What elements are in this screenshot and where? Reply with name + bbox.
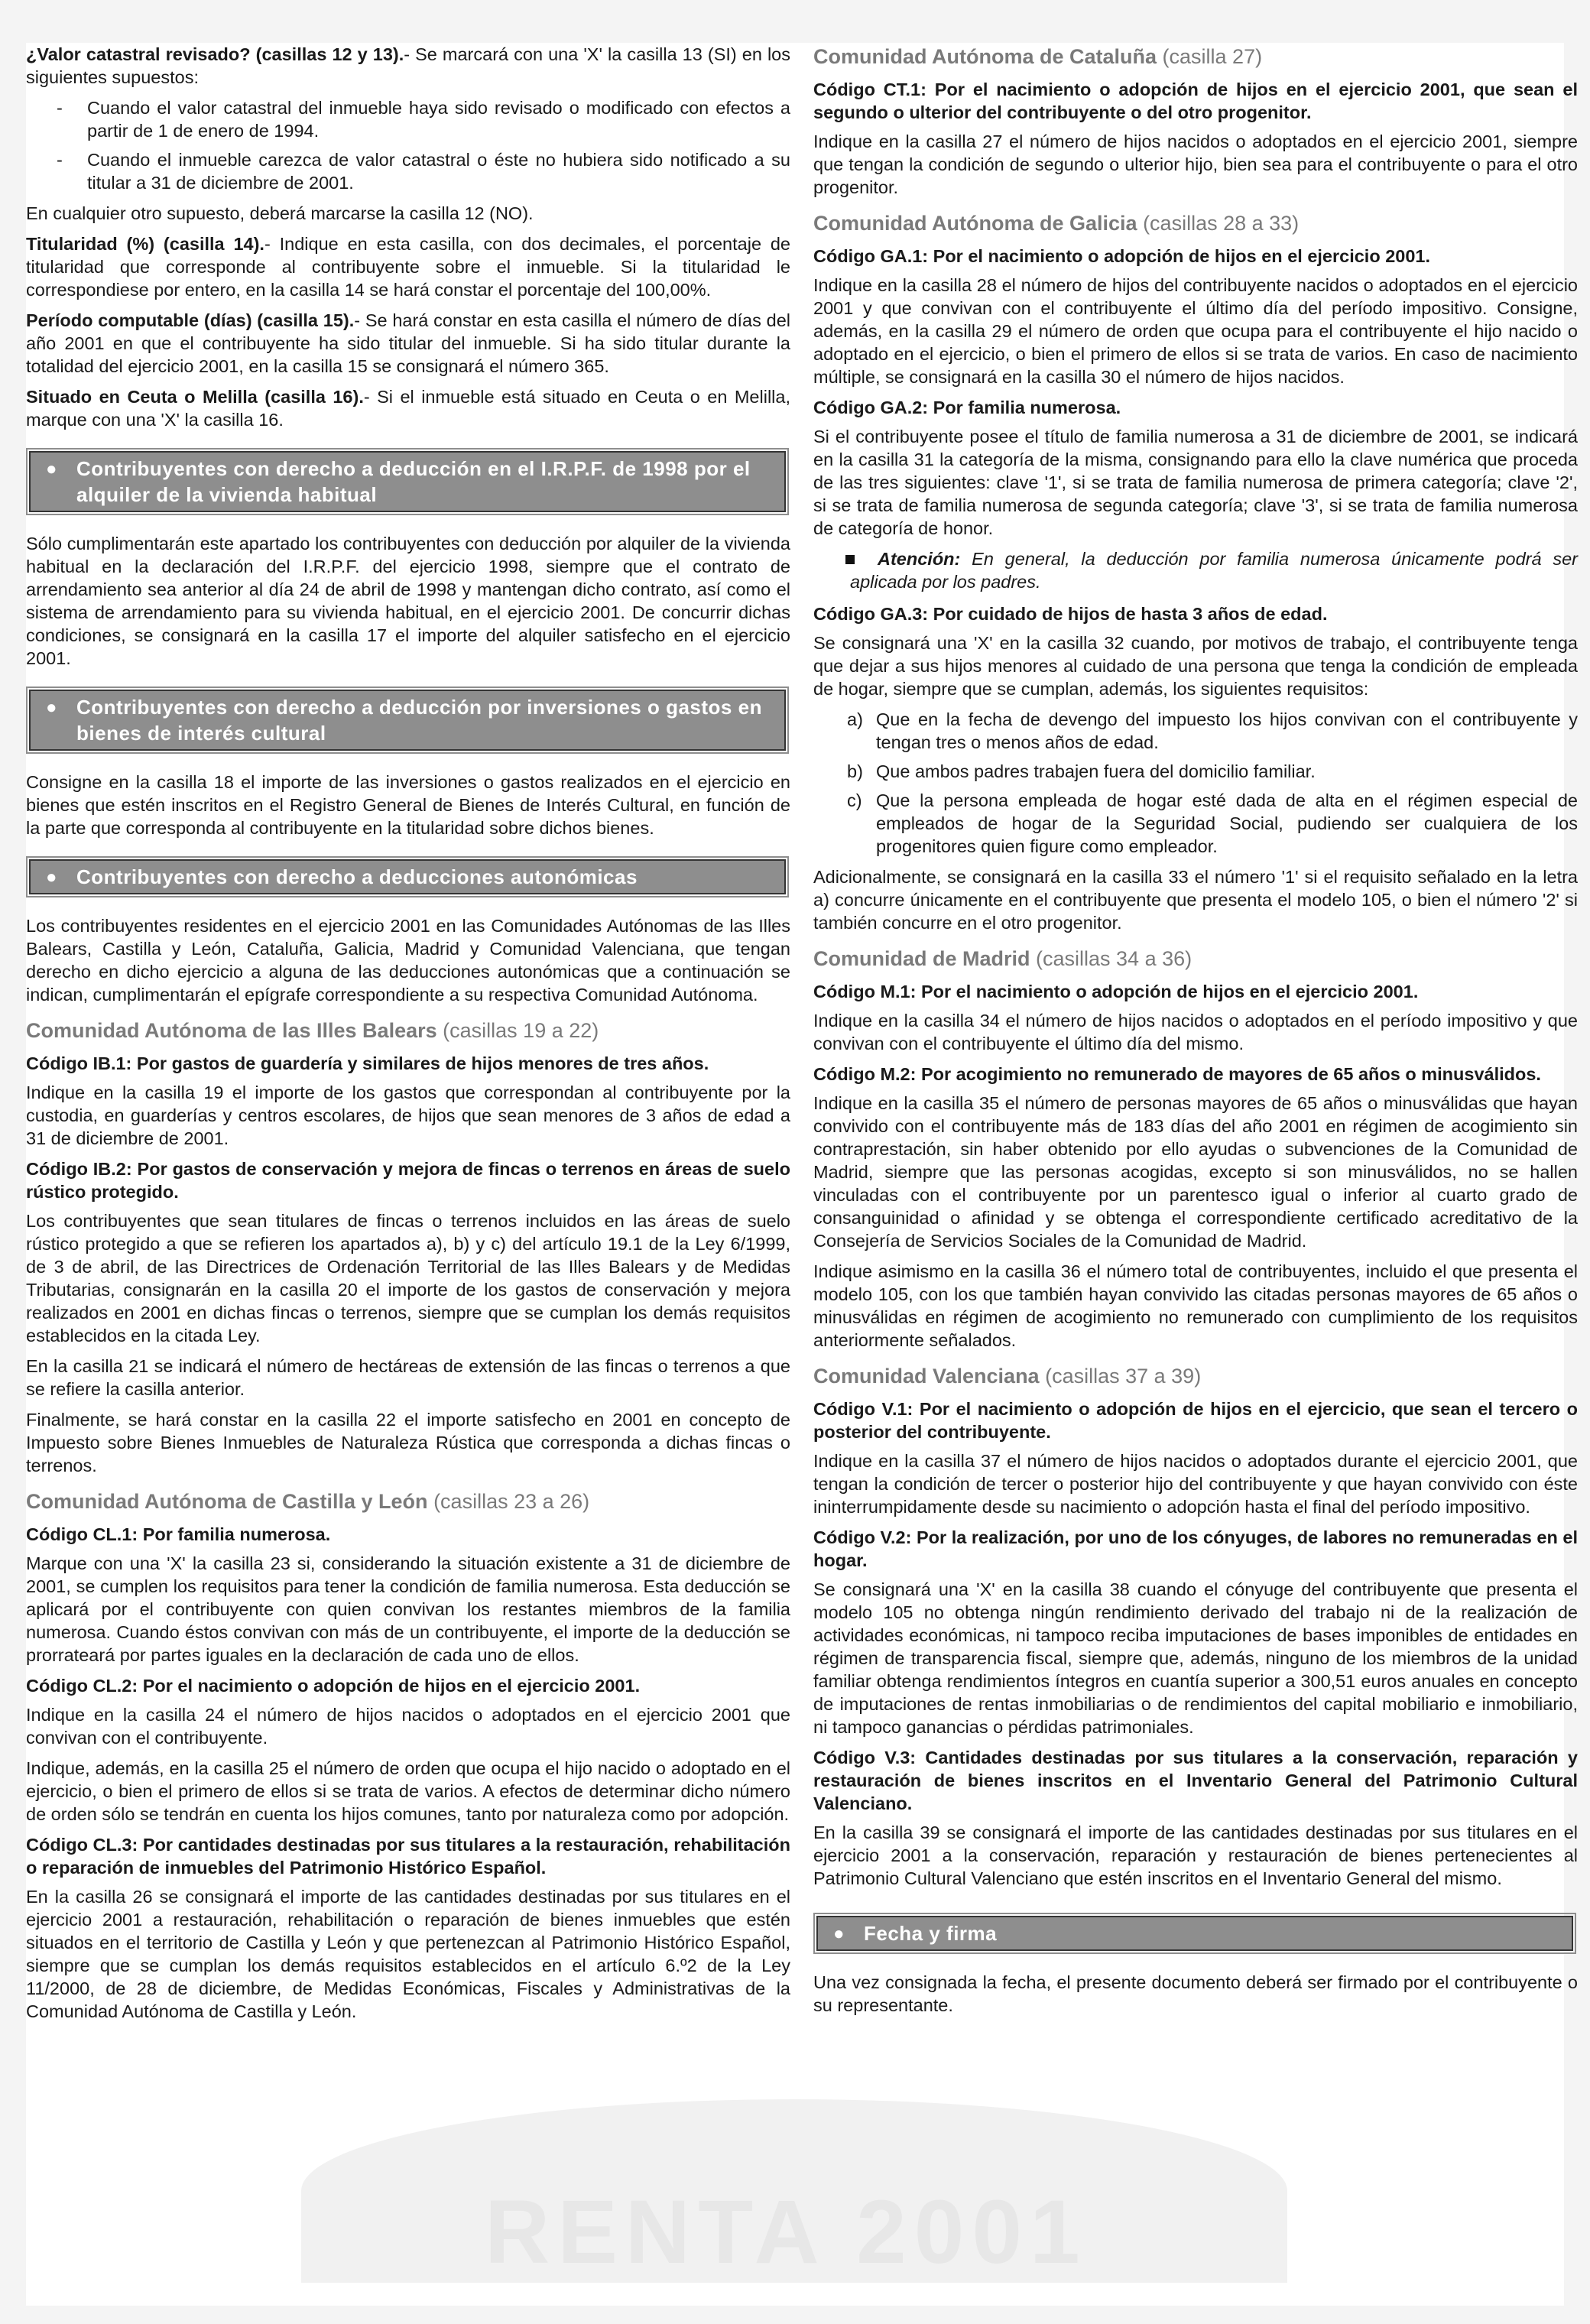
code-heading: Código CL.2: Por el nacimiento o adopción de hijos en el ejercicio 2001. — [26, 1676, 641, 1696]
paragraph: Indique en la casilla 35 el número de personas mayores de 65 años o minusválidas que hayan convivido con el contribuyente más de 183 días del año 2001 en régimen de acogimiento sin contraprestación, sin haber obtenido por ello ayudas o subvenciones de la Comunidad de Madrid, siempre que las personas acogidas, excepto si son minusválidos, no se hallen vinculadas con el contribuyente por un parentesco igual o inferior al cuarto grado de consanguinidad o afinidad y se obtenga el correspondiente certificado acreditativo de la Consejería de Servicios Sociales de la Comunidad de Madrid. — [813, 1093, 1578, 1251]
paragraph: Los contribuyentes que sean titulares de fincas o terrenos incluidos en las áreas de suelo rústico protegido a que se refieren los apartados a), b) y c) del artículo 19.1 de la Ley 6/1999, de 3 de abril, de las Directrices de Ordenación Territorial de las Illes Balears y de Medidas Tributarias, consignarán en la casilla 20 el importe de los gastos de conservación y mejora realizados en 2001 en dichas fincas o terrenos, siempre que se cumplan los demás requisitos establecidos en la citada Ley. — [26, 1211, 790, 1345]
section-header-bienes-cultural: ● Contribuyentes con derecho a deducción por inversiones o gastos en bienes de interés cultural — [29, 690, 786, 751]
paragraph: Sólo cumplimentarán este apartado los contribuyentes con deducción por alquiler de la vivienda habitual en la declaración del I.R.P.F. del ejercicio 1998, siempre que el contrato de arrendamiento sea anterior al día 24 de abril de 1998 y mantengan dicho contrato, así como el sistema de arrendamiento para su vivienda habitual, en el ejercicio 2001. De concurrir dichas condiciones, se consignará en la casilla 17 el importe del alquiler satisfecho en el ejercicio 2001. — [26, 534, 790, 668]
code-heading: Código V.1: Por el nacimiento o adopción de hijos en el ejercicio, que sean el tercero o posterior del contribuyente. — [813, 1399, 1578, 1442]
paragraph-titularidad: Titularidad (%) (casilla 14).- Indique en esta casilla, con dos decimales, el porcentaje de titularidad que corresponde al contribuyente sobre el inmueble. Si la titularidad le correspondiese por entero, en la casilla 14 se hará constar el porcentaje del 100,00%. — [26, 234, 790, 300]
region-heading-galicia: Comunidad Autónoma de Galicia (casillas 28 a 33) — [813, 212, 1300, 235]
bullet-icon: ● — [46, 867, 57, 888]
attention-note: Atención: En general, la deducción por familia numerosa únicamente podrá ser aplicada por los padres. — [813, 547, 1578, 593]
paragraph: En la casilla 39 se consignará el importe de las cantidades destinadas por sus titulares en el ejercicio 2001 a la conservación, reparación y restauración de bienes pertenecientes al Patrimonio Cultural Valenciano que estén inscritos en el Inventario General del mismo. — [813, 1823, 1578, 1888]
paragraph: En la casilla 26 se consignará el importe de las cantidades destinadas por sus titulares en el ejercicio 2001 a restauración, rehabilitación o reparación de bienes inmuebles que estén situados en el territorio de Castilla y León y que pertenezcan al Patrimonio Histórico Español, siempre que se cumplan los demás requisitos establecidos en el artículo 6.º2 de la Ley 11/2000, de 28 de diciembre, de Medidas Económicas, Fiscales y Administrativas de la Comunidad Autónoma de Castilla y León. — [26, 1887, 790, 2021]
paragraph: Indique en la casilla 34 el número de hijos nacidos o adoptados en el período impositivo y que convivan con el contribuyente el último día del mismo. — [813, 1011, 1578, 1053]
bullet-icon: ● — [833, 1923, 845, 1944]
code-heading: Código M.1: Por el nacimiento o adopción de hijos en el ejercicio 2001. — [813, 982, 1419, 1001]
paragraph: En la casilla 21 se indicará el número de hectáreas de extensión de las fincas o terrenos a que se refiere la casilla anterior. — [26, 1356, 790, 1399]
list-item: c) Que la persona empleada de hogar esté dada de alta en el régimen especial de empleados de hogar de la Seguridad Social, pudiendo ser cualquiera de los progenitores quien figure como empleador. — [847, 790, 1578, 856]
paragraph: Adicionalmente, se consignará en la casilla 33 el número '1' si el requisito señalado en la letra a) concurre únicamente en el contribuyente que presenta el modelo 105, o bien el número '2' si también concurre en el otro progenitor. — [813, 867, 1578, 933]
code-heading: Código GA.2: Por familia numerosa. — [813, 398, 1121, 417]
code-heading: Código IB.2: Por gastos de conservación y mejora de fincas o terrenos en áreas de suelo rústico protegido. — [26, 1159, 790, 1202]
list-item: - Cuando el valor catastral del inmueble haya sido revisado o modificado con efectos a partir de 1 de enero de 1994. — [57, 98, 790, 141]
paragraph: Indique en la casilla 28 el número de hijos del contribuyente nacidos o adoptados en el ejercicio 2001 y que convivan con el contribuyente el último día del período impositivo. Consigne, además, en la casilla 29 el número de orden que ocupa para el contribuyente el hijo nacido o adoptado en el ejercicio, o bien el primero de ellos si se trata de varios. En caso de nacimiento múltiple, se consignará en la casilla 30 el número de hijos nacidos. — [813, 275, 1578, 387]
paragraph-valor-catastral: ¿Valor catastral revisado? (casillas 12 y 13).- Se marcará con una 'X' la casilla 13 (SI) en los siguientes supuestos: — [26, 44, 790, 87]
paragraph: Indique en la casilla 19 el importe de los gastos que correspondan al contribuyente por la custodia, en guarderías y centros escolares, de hijos que sean menores de 3 años de edad a 31 de diciembre de 2001. — [26, 1082, 790, 1148]
document-page — [26, 43, 1578, 2306]
paragraph: Indique en la casilla 37 el número de hijos nacidos o adoptados durante el ejercicio 2001, que tengan la condición de tercer o posterior hijo del contribuyente y que hayan convivido con éste ininterrumpidamente desde su nacimiento o adopción hasta el final del período impositivo. — [813, 1451, 1578, 1517]
region-heading-madrid: Comunidad de Madrid (casillas 34 a 36) — [813, 947, 1192, 970]
requirements-list — [813, 708, 1578, 858]
paragraph: Indique asimismo en la casilla 36 el número total de contribuyentes, incluido el que presenta el modelo 105, con los que también hayan convivido las citadas personas mayores de 65 años o minusválidas en régimen de acogimiento no remunerado con cumplimiento de los requisitos anteriormente señalados. — [813, 1261, 1578, 1350]
paragraph-periodo: Período computable (días) (casilla 15).- Se hará constar en esta casilla el número de días del año 2001 en que el contribuyente ha sido titular del inmueble. Si ha sido titular durante la totalidad del ejercicio 2001, en la casilla 15 se consignará el número 365. — [26, 310, 790, 376]
paragraph: Los contribuyentes residentes en el ejercicio 2001 en las Comunidades Autónomas de las Illes Balears, Castilla y León, Cataluña, Galicia, Madrid y Comunidad Valenciana, que tengan derecho en dicho ejercicio a alguna de las deducciones autonómicas que a continuación se indican, cumplimentarán el epígrafe correspondiente a su respectiva Comunidad Autónoma. — [26, 916, 790, 1005]
code-heading: Código GA.3: Por cuidado de hijos de hasta 3 años de edad. — [813, 604, 1328, 624]
code-heading: Código V.3: Cantidades destinadas por sus titulares a la conservación, reparación y restauración de bienes inscritos en el Inventario General del Patrimonio Cultural Valenciano. — [813, 1748, 1578, 1813]
paragraph: Finalmente, se hará constar en la casilla 22 el importe satisfecho en 2001 en concepto de Impuesto sobre Bienes Inmuebles de Naturaleza Rústica que corresponda a dichas fincas o terrenos. — [26, 1410, 790, 1475]
bullet-icon: ● — [46, 459, 57, 479]
bullet-icon: ● — [46, 697, 57, 718]
list-item: b) Que ambos padres trabajen fuera del domicilio familiar. — [847, 761, 1316, 781]
paragraph: Indique, además, en la casilla 25 el número de orden que ocupa el hijo nacido o adoptado en el ejercicio, o bien el primero de ellos si se trata de varios. A efectos de determinar dicho número de orden sólo se tendrán en cuenta los hijos comunes, tanto por naturaleza como por adopción. — [26, 1758, 790, 1824]
region-heading-valenciana: Comunidad Valenciana (casillas 37 a 39) — [813, 1365, 1202, 1388]
paragraph: Se consignará una 'X' en la casilla 38 cuando el cónyuge del contribuyente que presenta el modelo 105 no obtenga ningún rendimiento derivado del trabajo ni de la realización de actividades económicas, ni tampoco reciba imputaciones de bases imponibles de entidades en régimen de transparencia fiscal, siempre que, además, ninguno de los miembros de la unidad familiar obtenga rendimientos íntegros en cuantía superior a 300,51 euros anuales en concepto de imputaciones de rentas inmobiliarias o de rendimientos del capital mobiliario e inmobiliario, ni tampoco ganancias o pérdidas patrimoniales. — [813, 1579, 1578, 1737]
code-heading: Código CL.1: Por familia numerosa. — [26, 1524, 331, 1544]
watermark-text: RENTA 2001 — [485, 2182, 1088, 2283]
paragraph: Indique en la casilla 27 el número de hijos nacidos o adoptados en el ejercicio 2001, siempre que tengan la condición de segundo o ulterior hijo, bien sea para el contribuyente o para el otro progenitor. — [813, 131, 1578, 197]
section-header-alquiler: ● Contribuyentes con derecho a deducción en el I.R.P.F. de 1998 por el alquiler de la vivienda habitual — [29, 451, 786, 512]
code-heading: Código IB.1: Por gastos de guardería y similares de hijos menores de tres años. — [26, 1053, 709, 1073]
paragraph: Marque con una 'X' la casilla 23 si, considerando la situación existente a 31 de diciembre de 2001, se cumplen los requisitos para tener la condición de familia numerosa. Esta deducción se aplicará por el contribuyente con quien convivan los restantes miembros de la familia numerosa. Cuando éstos convivan con más de un contribuyente, el importe de la deducción se prorrateará por partes iguales en la declaración de cada uno de ellos. — [26, 1553, 790, 1665]
right-column — [813, 43, 1578, 2024]
left-column — [26, 43, 790, 2030]
paragraph: Una vez consignada la fecha, el presente documento deberá ser firmado por el contribuyente o su representante. — [813, 1972, 1578, 2015]
square-bullet-icon — [845, 555, 855, 564]
code-heading: Código V.2: Por la realización, por uno de los cónyuges, de labores no remuneradas en el hogar. — [813, 1527, 1578, 1570]
region-heading-cataluna: Comunidad Autónoma de Cataluña (casilla 27) — [813, 45, 1263, 68]
paragraph: Se consignará una 'X' en la casilla 32 cuando, por motivos de trabajo, el contribuyente tenga que dejar a sus hijos menores al cuidado de una persona que tenga la condición de empleada de hogar, siempre que se cumplan, además, los siguientes requisitos: — [813, 633, 1578, 699]
paragraph: En cualquier otro supuesto, deberá marcarse la casilla 12 (NO). — [26, 203, 534, 223]
list-item: - Cuando el inmueble carezca de valor catastral o éste no hubiera sido notificado a su titular a 31 de diciembre de 2001. — [57, 150, 790, 193]
list-item: a) Que en la fecha de devengo del impuesto los hijos convivan con el contribuyente y tengan tres o menos años de edad. — [847, 709, 1578, 752]
section-header-fecha-firma: ● Fecha y firma — [816, 1916, 1573, 1951]
paragraph-ceuta-melilla: Situado en Ceuta o Melilla (casilla 16).- Si el inmueble está situado en Ceuta o en Melilla, marque con una 'X' la casilla 16. — [26, 387, 790, 430]
paragraph: Consigne en la casilla 18 el importe de las inversiones o gastos realizados en el ejercicio en bienes que estén inscritos en el Registro General de Bienes de Interés Cultural, en función de la parte que corresponda al contribuyente en la titularidad sobre dichos bienes. — [26, 772, 790, 838]
paragraph: Si el contribuyente posee el título de familia numerosa a 31 de diciembre de 2001, se indicará en la casilla 31 la categoría de la misma, consignando para ello la clave numérica que proceda de las tres siguientes: clave '1', si se trata de familia numerosa de primera categoría; clave '2', si se trata de familia numerosa de segunda categoría; clave '3', si se trata de familia numerosa de categoría de honor. — [813, 427, 1578, 538]
dash-list — [26, 96, 790, 194]
code-heading: Código CT.1: Por el nacimiento o adopción de hijos en el ejercicio 2001, que sean el segundo o ulterior del contribuyente o del otro progenitor. — [813, 80, 1578, 122]
code-heading: Código GA.1: Por el nacimiento o adopción de hijos en el ejercicio 2001. — [813, 246, 1431, 266]
region-heading-illes-balears: Comunidad Autónoma de las Illes Balears (casillas 19 a 22) — [26, 1019, 599, 1042]
paragraph: Indique en la casilla 24 el número de hijos nacidos o adoptados en el ejercicio 2001 que convivan con el contribuyente. — [26, 1705, 790, 1748]
section-header-autonomicas: ● Contribuyentes con derecho a deducciones autonómicas — [29, 859, 786, 894]
code-heading: Código CL.3: Por cantidades destinadas por sus titulares a la restauración, rehabilitación o reparación de inmuebles del Patrimonio Histórico Español. — [26, 1835, 790, 1878]
code-heading: Código M.2: Por acogimiento no remunerado de mayores de 65 años o minusválidos. — [813, 1064, 1541, 1084]
region-heading-castilla-leon: Comunidad Autónoma de Castilla y León (casillas 23 a 26) — [26, 1490, 590, 1513]
